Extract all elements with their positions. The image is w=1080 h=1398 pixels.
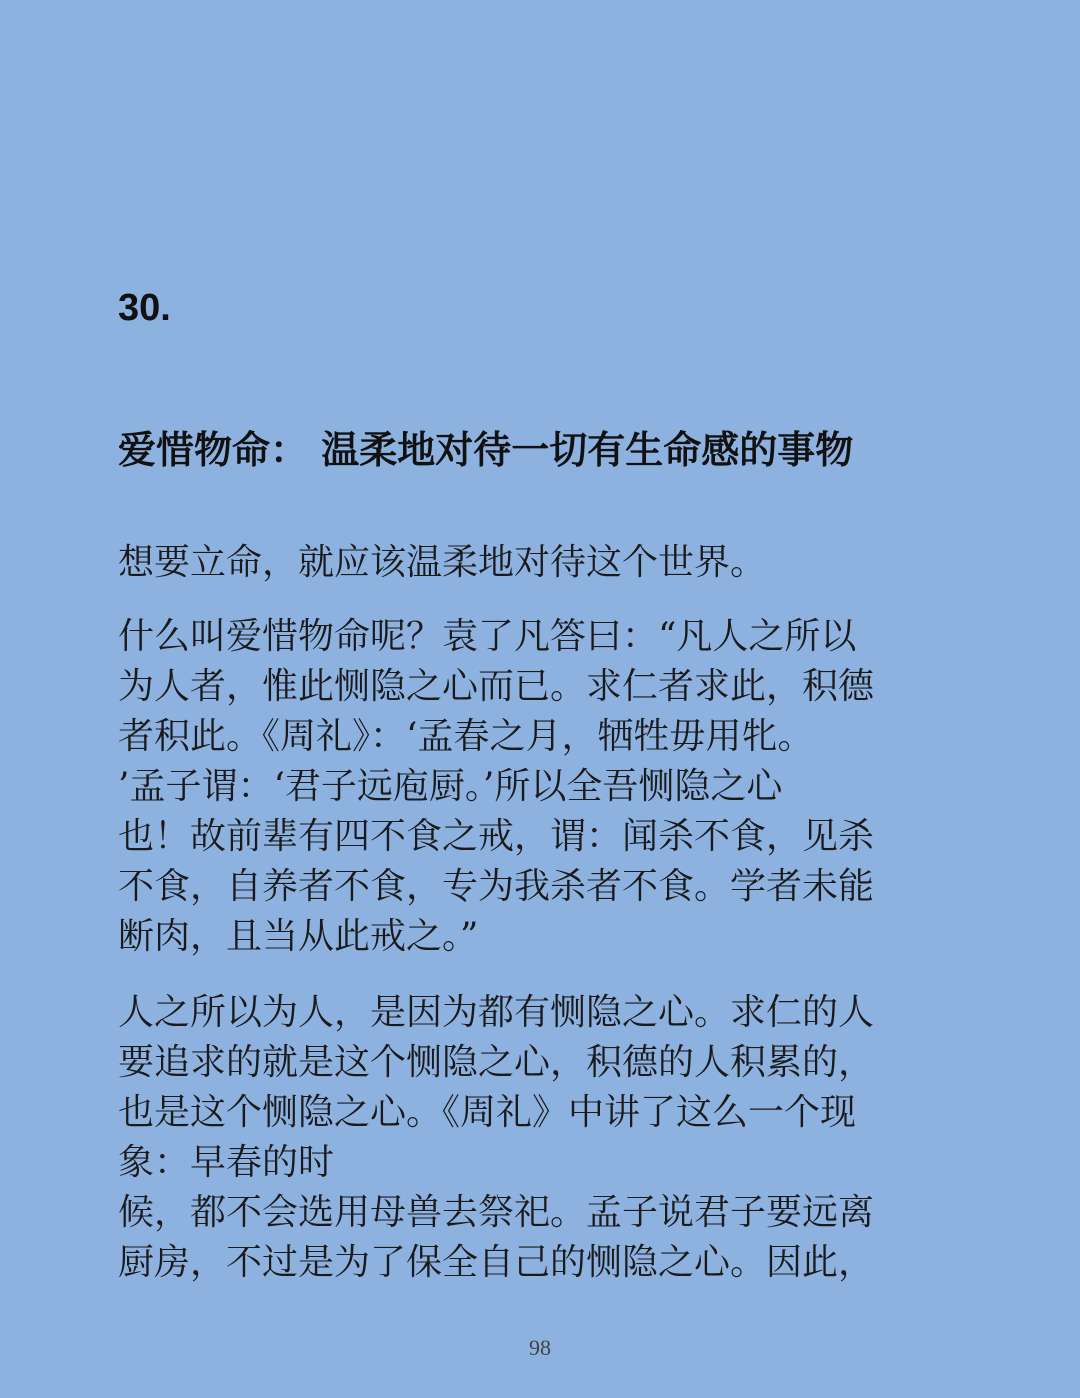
paragraph-line: 象：早春的时 [118, 1142, 335, 1183]
paragraph-line: 者积此。《周礼》：‘孟春之月，牺牲毋用牝。 [118, 716, 814, 757]
paragraph-line: 要追求的就是这个恻隐之心，积德的人积累的， [118, 1042, 875, 1083]
paragraph-line: 断肉，且当从此戒之。” [118, 916, 479, 957]
paragraph-2 [118, 612, 948, 962]
section-number: 30. [118, 287, 171, 329]
paragraph-line: 候，都不会选用母兽去祭祀。孟子说君子要远离 [118, 1192, 875, 1233]
paragraph-line: 也！故前辈有四不食之戒，谓：闻杀不食，见杀 [118, 816, 875, 857]
paragraph-line: 不食，自养者不食，专为我杀者不食。学者未能 [118, 866, 875, 907]
paragraph-1 [118, 538, 948, 588]
paragraph-line: 什么叫爱惜物命呢？袁了凡答曰：“凡人之所以 [118, 616, 857, 657]
paragraph-line: 人之所以为人，是因为都有恻隐之心。求仁的人 [118, 992, 875, 1033]
paragraph-line: ’孟子谓：‘君子远庖厨。’所以全吾恻隐之心 [118, 766, 783, 807]
paragraph-line: 想要立命，就应该温柔地对待这个世界。 [118, 542, 767, 583]
section-title: 爱惜物命： 温柔地对待一切有生命感的事物 [118, 428, 854, 472]
page-content [118, 0, 958, 1398]
page-number: 98 [529, 1335, 551, 1360]
paragraph-line: 也是这个恻隐之心。《周礼》中讲了这么一个现 [118, 1092, 857, 1133]
paragraph-line: 厨房，不过是为了保全自己的恻隐之心。因此， [118, 1242, 875, 1283]
paragraph-3 [118, 988, 948, 1288]
paragraph-line: 为人者，惟此恻隐之心而已。求仁者求此，积德 [118, 666, 875, 707]
